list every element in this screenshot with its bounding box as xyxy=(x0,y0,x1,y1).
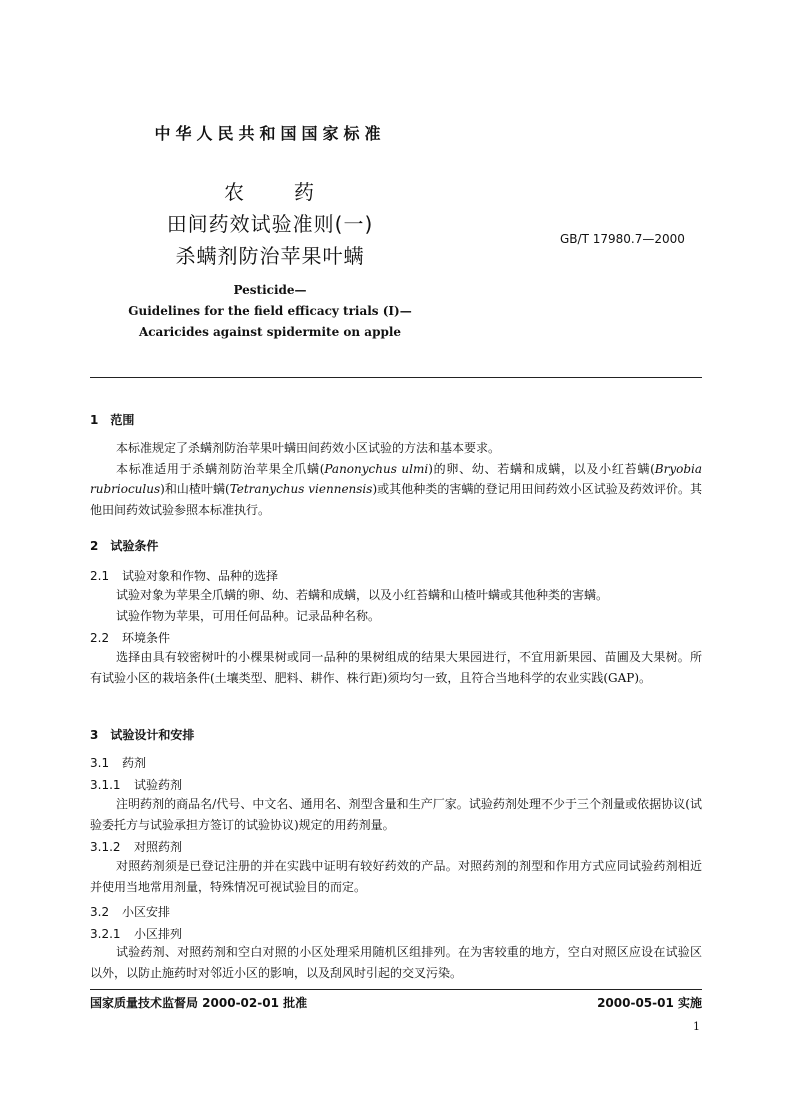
subsection-3-1-heading xyxy=(90,754,146,771)
section-number: 2.1 xyxy=(90,569,110,583)
paragraph: 试验药剂、对照药剂和空白对照的小区处理采用随机区组排列。在为害较重的地方，空白对照区应设在试验区以外，以防止施药时对邻近小区的影响，以及刮风时引起的交叉污染。 xyxy=(90,945,702,980)
subsection-3-1-1-heading xyxy=(90,776,182,793)
section-number: 3.1 xyxy=(90,756,110,770)
english-title-line-1: Pesticide— xyxy=(233,283,307,297)
title-word-2: 药 xyxy=(294,180,316,204)
section-number: 3.2.1 xyxy=(90,927,121,941)
section-title: 小区排列 xyxy=(134,927,183,941)
scientific-name: Tetranychus viennensis xyxy=(229,482,373,497)
title-word-1: 农 xyxy=(224,180,246,204)
english-title-line-2: Guidelines for the field efficacy trials (Ⅰ)— xyxy=(128,304,412,318)
subsection-3-2-1-body xyxy=(90,942,702,983)
text-run: )或其他种类的害螨的登记用田间药效小区试验及药效评价。其他田间药效试验参照本标准执行。 xyxy=(90,482,702,518)
scientific-name: Panonychus ulmi xyxy=(324,461,429,476)
subsection-3-1-2-heading xyxy=(90,838,182,855)
section-1-paragraph-2 xyxy=(90,459,702,521)
text-run: 本标准适用于杀螨剂防治苹果全爪螨( xyxy=(116,461,325,476)
section-1-paragraph-1: 本标准规定了杀螨剂防治苹果叶螨田间药效小区试验的方法和基本要求。 xyxy=(116,441,501,455)
subsection-3-1-2-body xyxy=(90,856,702,897)
paragraph: 对照药剂须是已登记注册的并在实践中证明有较好药效的产品。对照药剂的剂型和作用方式应同试验药剂相近并使用当地常用剂量，特殊情况可视试验目的而定。 xyxy=(90,859,702,894)
approval-line: 国家质量技术监督局 2000-02-01 批准 xyxy=(90,996,308,1010)
section-1-heading: 1 范围 xyxy=(90,413,135,427)
paragraph: 注明药剂的商品名/代号、中文名、通用名、剂型含量和生产厂家。试验药剂处理不少于三个剂量或依据协议(试验委托方与试验承担方签订的试验协议)规定的用药剂量。 xyxy=(90,797,702,832)
section-title: 小区安排 xyxy=(122,905,171,919)
section-number: 3.1.2 xyxy=(90,840,121,854)
section-3-heading: 3 试验设计和安排 xyxy=(90,728,195,742)
scientific-name: Bryobia rubrioculus xyxy=(90,461,702,497)
section-1-body xyxy=(90,438,702,521)
section-title: 试验药剂 xyxy=(134,778,183,792)
english-title-line-3: Acaricides against spidermite on apple xyxy=(138,325,402,339)
footer-divider xyxy=(90,989,702,990)
text-run: )的卵、幼、若螨和成螨，以及小红苔螨( xyxy=(428,461,655,476)
section-number: 3.2 xyxy=(90,905,110,919)
standard-code: GB/T 17980.7—2000 xyxy=(560,232,685,246)
title-line-1 xyxy=(0,176,540,205)
section-title: 对照药剂 xyxy=(134,840,183,854)
paragraph: 试验作物为苹果，可用任何品种。记录品种名称。 xyxy=(116,608,381,623)
subsection-3-2-1-heading xyxy=(90,925,182,942)
section-title: 药剂 xyxy=(122,756,147,770)
title-line-3: 杀螨剂防治苹果叶螨 xyxy=(175,244,365,268)
subsection-3-1-1-body xyxy=(90,794,702,835)
section-number: 3.1.1 xyxy=(90,778,121,792)
section-number: 2.2 xyxy=(90,631,110,645)
subsection-2-1-heading xyxy=(90,567,278,584)
section-title: 环境条件 xyxy=(122,631,171,645)
paragraph: 选择由具有较密树叶的小棵果树或同一品种的果树组成的结果大果园进行，不宜用新果园、苗圃及大果树。所有试验小区的栽培条件(土壤类型、肥料、耕作、株行距)须均匀一致，且符合当地科学的农业实践(GAP)。 xyxy=(90,650,702,685)
title-line-2: 田间药效试验准则(一) xyxy=(166,212,374,236)
subsection-2-2-body xyxy=(90,647,702,688)
subsection-2-1-body xyxy=(90,585,702,626)
paragraph: 试验对象为苹果全爪螨的卵、幼、若螨和成螨，以及小红苔螨和山楂叶螨或其他种类的害螨。 xyxy=(116,588,609,602)
subsection-3-2-heading xyxy=(90,903,170,920)
implementation-date: 2000-05-01 实施 xyxy=(597,996,702,1010)
section-title: 试验对象和作物、品种的选择 xyxy=(122,569,279,583)
page-number: 1 xyxy=(693,1020,700,1033)
section-2-heading: 2 试验条件 xyxy=(90,539,159,553)
national-standard-label: 中华人民共和国国家标准 xyxy=(154,124,386,143)
text-run: )和山楂叶螨( xyxy=(160,482,230,497)
header-divider xyxy=(90,377,702,378)
subsection-2-2-heading xyxy=(90,629,170,646)
